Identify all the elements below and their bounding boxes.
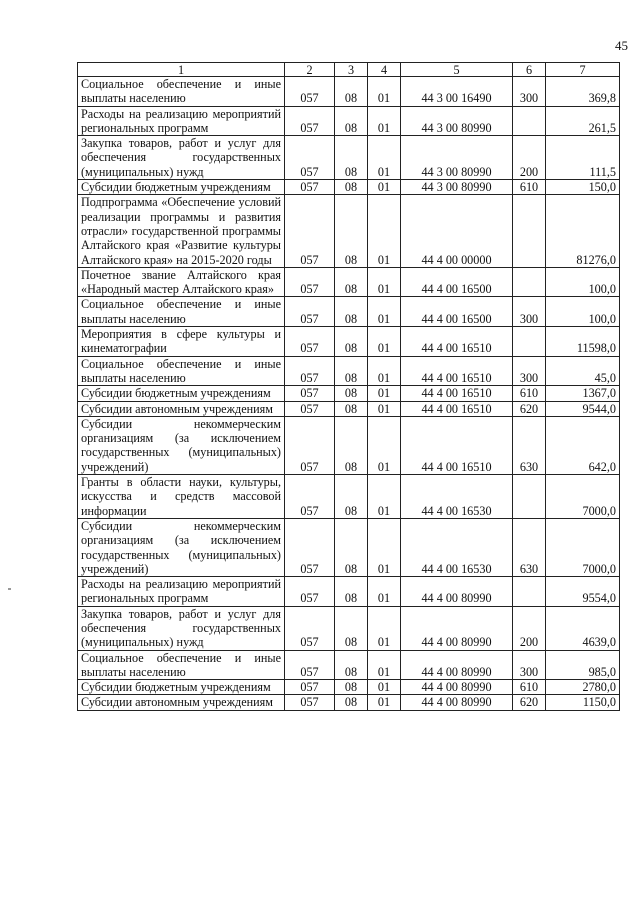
section-code: 08 xyxy=(335,416,368,474)
section-code: 08 xyxy=(335,136,368,180)
subsection-code: 01 xyxy=(368,401,401,416)
subsection-code: 01 xyxy=(368,518,401,576)
ministry-code: 057 xyxy=(285,518,335,576)
target-article-code: 44 4 00 80990 xyxy=(401,606,513,650)
item-name: Мероприятия в сфере культуры и кинематографии xyxy=(78,327,285,357)
subsection-code: 01 xyxy=(368,695,401,710)
amount: 7000,0 xyxy=(546,475,620,519)
item-name: Субсидии автономным учреждениям xyxy=(78,401,285,416)
table-row xyxy=(78,327,620,357)
subsection-code: 01 xyxy=(368,327,401,357)
target-article-code: 44 3 00 80990 xyxy=(401,106,513,136)
ministry-code: 057 xyxy=(285,416,335,474)
target-article-code: 44 4 00 80990 xyxy=(401,695,513,710)
ministry-code: 057 xyxy=(285,606,335,650)
section-code: 08 xyxy=(335,518,368,576)
subsection-code: 01 xyxy=(368,180,401,195)
expense-type-code: 300 xyxy=(513,297,546,327)
table-row xyxy=(78,518,620,576)
item-name: Субсидии бюджетным учреждениям xyxy=(78,680,285,695)
amount: 7000,0 xyxy=(546,518,620,576)
column-header: 1 xyxy=(78,63,285,77)
table-header xyxy=(78,63,620,77)
target-article-code: 44 4 00 80990 xyxy=(401,577,513,607)
item-name: Субсидии бюджетным учреждениям xyxy=(78,180,285,195)
ministry-code: 057 xyxy=(285,695,335,710)
ministry-code: 057 xyxy=(285,136,335,180)
subsection-code: 01 xyxy=(368,680,401,695)
ministry-code: 057 xyxy=(285,475,335,519)
table-row xyxy=(78,680,620,695)
amount: 9544,0 xyxy=(546,401,620,416)
amount: 150,0 xyxy=(546,180,620,195)
amount: 11598,0 xyxy=(546,327,620,357)
section-code: 08 xyxy=(335,606,368,650)
expense-type-code: 630 xyxy=(513,518,546,576)
table-row xyxy=(78,195,620,267)
column-header: 2 xyxy=(285,63,335,77)
amount: 45,0 xyxy=(546,356,620,386)
table-row xyxy=(78,606,620,650)
ministry-code: 057 xyxy=(285,77,335,107)
item-name: Гранты в области науки, культуры, искусства и средств массовой информации xyxy=(78,475,285,519)
amount: 1150,0 xyxy=(546,695,620,710)
target-article-code: 44 4 00 00000 xyxy=(401,195,513,267)
scan-mark xyxy=(8,588,11,590)
subsection-code: 01 xyxy=(368,650,401,680)
expense-type-code xyxy=(513,195,546,267)
target-article-code: 44 3 00 16490 xyxy=(401,77,513,107)
target-article-code: 44 3 00 80990 xyxy=(401,180,513,195)
amount: 369,8 xyxy=(546,77,620,107)
section-code: 08 xyxy=(335,386,368,401)
section-code: 08 xyxy=(335,680,368,695)
section-code: 08 xyxy=(335,327,368,357)
target-article-code: 44 4 00 16510 xyxy=(401,386,513,401)
table-row xyxy=(78,77,620,107)
ministry-code: 057 xyxy=(285,650,335,680)
target-article-code: 44 4 00 16500 xyxy=(401,267,513,297)
section-code: 08 xyxy=(335,297,368,327)
subsection-code: 01 xyxy=(368,386,401,401)
expense-type-code: 300 xyxy=(513,650,546,680)
expense-type-code: 610 xyxy=(513,680,546,695)
table-row xyxy=(78,695,620,710)
header-row xyxy=(78,63,620,77)
target-article-code: 44 4 00 16510 xyxy=(401,416,513,474)
section-code: 08 xyxy=(335,180,368,195)
expense-type-code: 610 xyxy=(513,180,546,195)
expense-type-code xyxy=(513,106,546,136)
target-article-code: 44 4 00 80990 xyxy=(401,650,513,680)
table-row xyxy=(78,401,620,416)
expense-type-code xyxy=(513,577,546,607)
target-article-code: 44 4 00 16530 xyxy=(401,475,513,519)
amount: 81276,0 xyxy=(546,195,620,267)
target-article-code: 44 3 00 80990 xyxy=(401,136,513,180)
target-article-code: 44 4 00 16510 xyxy=(401,327,513,357)
amount: 2780,0 xyxy=(546,680,620,695)
item-name: Почетное звание Алтайского края «Народный мастер Алтайского края» xyxy=(78,267,285,297)
table-row xyxy=(78,416,620,474)
subsection-code: 01 xyxy=(368,577,401,607)
subsection-code: 01 xyxy=(368,195,401,267)
section-code: 08 xyxy=(335,77,368,107)
section-code: 08 xyxy=(335,195,368,267)
table-row xyxy=(78,475,620,519)
item-name: Расходы на реализацию мероприятий региональных программ xyxy=(78,106,285,136)
item-name: Социальное обеспечение и иные выплаты населению xyxy=(78,650,285,680)
ministry-code: 057 xyxy=(285,327,335,357)
ministry-code: 057 xyxy=(285,386,335,401)
column-header: 7 xyxy=(546,63,620,77)
item-name: Закупка товаров, работ и услуг для обеспечения государственных (муниципальных) нужд xyxy=(78,136,285,180)
subsection-code: 01 xyxy=(368,297,401,327)
section-code: 08 xyxy=(335,695,368,710)
section-code: 08 xyxy=(335,267,368,297)
section-code: 08 xyxy=(335,356,368,386)
ministry-code: 057 xyxy=(285,195,335,267)
column-header: 3 xyxy=(335,63,368,77)
subsection-code: 01 xyxy=(368,106,401,136)
ministry-code: 057 xyxy=(285,297,335,327)
table-row xyxy=(78,297,620,327)
ministry-code: 057 xyxy=(285,401,335,416)
item-name: Субсидии бюджетным учреждениям xyxy=(78,386,285,401)
amount: 100,0 xyxy=(546,297,620,327)
budget-table xyxy=(77,62,620,711)
amount: 111,5 xyxy=(546,136,620,180)
item-name: Социальное обеспечение и иные выплаты населению xyxy=(78,356,285,386)
item-name: Социальное обеспечение и иные выплаты населению xyxy=(78,77,285,107)
amount: 642,0 xyxy=(546,416,620,474)
subsection-code: 01 xyxy=(368,416,401,474)
amount: 261,5 xyxy=(546,106,620,136)
item-name: Расходы на реализацию мероприятий региональных программ xyxy=(78,577,285,607)
table-row xyxy=(78,136,620,180)
table-row xyxy=(78,106,620,136)
expense-type-code: 200 xyxy=(513,136,546,180)
expense-type-code xyxy=(513,327,546,357)
expense-type-code xyxy=(513,475,546,519)
subsection-code: 01 xyxy=(368,267,401,297)
column-header: 5 xyxy=(401,63,513,77)
target-article-code: 44 4 00 80990 xyxy=(401,680,513,695)
item-name: Субсидии некоммерческим организациям (за исключением государственных (муниципальных) учреждений) xyxy=(78,518,285,576)
table-row xyxy=(78,180,620,195)
expense-type-code: 610 xyxy=(513,386,546,401)
table-row xyxy=(78,577,620,607)
ministry-code: 057 xyxy=(285,267,335,297)
table-row xyxy=(78,356,620,386)
section-code: 08 xyxy=(335,475,368,519)
item-name: Подпрограмма «Обеспечение условий реализации программы и развития отрасли» государственной программы Алтайского края «Развитие культуры Алтайского края» на 2015-2020 годы xyxy=(78,195,285,267)
ministry-code: 057 xyxy=(285,106,335,136)
target-article-code: 44 4 00 16510 xyxy=(401,401,513,416)
item-name: Субсидии некоммерческим организациям (за исключением государственных (муниципальных) учреждений) xyxy=(78,416,285,474)
expense-type-code: 620 xyxy=(513,401,546,416)
target-article-code: 44 4 00 16500 xyxy=(401,297,513,327)
section-code: 08 xyxy=(335,577,368,607)
table-row xyxy=(78,650,620,680)
amount: 100,0 xyxy=(546,267,620,297)
subsection-code: 01 xyxy=(368,356,401,386)
expense-type-code xyxy=(513,267,546,297)
subsection-code: 01 xyxy=(368,475,401,519)
expense-type-code: 300 xyxy=(513,356,546,386)
amount: 1367,0 xyxy=(546,386,620,401)
ministry-code: 057 xyxy=(285,680,335,695)
subsection-code: 01 xyxy=(368,77,401,107)
item-name: Закупка товаров, работ и услуг для обеспечения государственных (муниципальных) нужд xyxy=(78,606,285,650)
subsection-code: 01 xyxy=(368,136,401,180)
column-header: 6 xyxy=(513,63,546,77)
expense-type-code: 200 xyxy=(513,606,546,650)
ministry-code: 057 xyxy=(285,180,335,195)
target-article-code: 44 4 00 16530 xyxy=(401,518,513,576)
subsection-code: 01 xyxy=(368,606,401,650)
item-name: Субсидии автономным учреждениям xyxy=(78,695,285,710)
amount: 4639,0 xyxy=(546,606,620,650)
expense-type-code: 300 xyxy=(513,77,546,107)
section-code: 08 xyxy=(335,650,368,680)
expense-type-code: 630 xyxy=(513,416,546,474)
table-row xyxy=(78,267,620,297)
section-code: 08 xyxy=(335,106,368,136)
section-code: 08 xyxy=(335,401,368,416)
expense-type-code: 620 xyxy=(513,695,546,710)
item-name: Социальное обеспечение и иные выплаты населению xyxy=(78,297,285,327)
table-row xyxy=(78,386,620,401)
ministry-code: 057 xyxy=(285,356,335,386)
table-body xyxy=(78,77,620,711)
amount: 985,0 xyxy=(546,650,620,680)
target-article-code: 44 4 00 16510 xyxy=(401,356,513,386)
column-header: 4 xyxy=(368,63,401,77)
ministry-code: 057 xyxy=(285,577,335,607)
amount: 9554,0 xyxy=(546,577,620,607)
page-number: 45 xyxy=(615,38,628,53)
